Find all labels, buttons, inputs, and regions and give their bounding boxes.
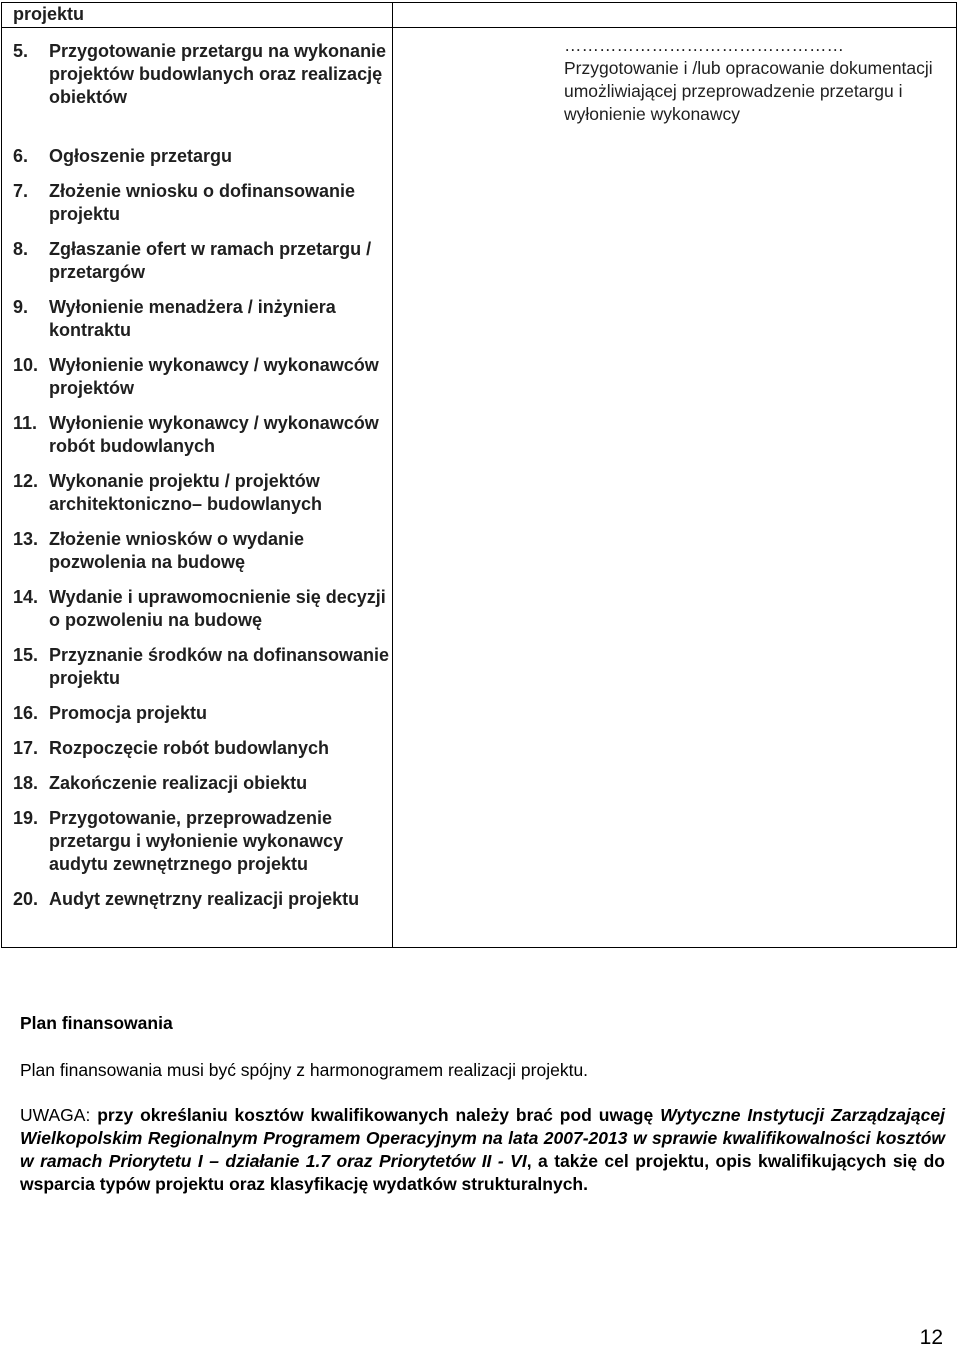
milestone-label: Przygotowanie przetargu na wykonanie projektów budowlanych oraz realizację obiektów (49, 41, 387, 107)
milestone-label: Przygotowanie, przeprowadzenie przetargu i wyłonienie wykonawcy audytu zewnętrznego projektu (49, 808, 344, 874)
milestone-number: 11. (13, 413, 38, 433)
cell-text (393, 3, 956, 27)
milestone-item (2, 412, 392, 458)
milestone-item (2, 772, 392, 795)
milestone-item (2, 238, 392, 284)
milestone-item (2, 888, 392, 911)
milestone-item (2, 644, 392, 690)
milestone-number: 14. (13, 587, 39, 607)
milestone-label: Wydanie i uprawomocnienie się decyzji o pozwoleniu na budowę (49, 587, 386, 630)
dotted-placeholder: ………………………………………… (564, 35, 844, 55)
milestone-number: 8. (13, 239, 29, 259)
description-text: Przygotowanie i /lub opracowanie dokumentacji umożliwiającej przeprowadzenie przetargu i wyłonienie wykonawcy (564, 58, 933, 124)
milestone-label: Wyłonienie menadżera / inżyniera kontraktu (49, 297, 336, 340)
milestone-description (393, 28, 956, 126)
milestone-number: 9. (13, 297, 29, 317)
milestone-item (2, 354, 392, 400)
milestone-number: 10. (13, 355, 39, 375)
milestone-number: 19. (13, 808, 39, 828)
milestone-label: Wykonanie projektu / projektów architektoniczno– budowlanych (49, 471, 323, 514)
milestone-label: Przyznanie środków na dofinansowanie projektu (49, 645, 390, 688)
milestone-number: 5. (13, 41, 29, 61)
milestone-label: Promocja projektu (49, 703, 208, 723)
schedule-table (1, 2, 957, 948)
milestone-label: Złożenie wniosków o wydanie pozwolenia na budowę (49, 529, 305, 572)
paragraph: Plan finansowania musi być spójny z harmonogramem realizacji projektu. (20, 1060, 589, 1080)
milestone-list (2, 28, 392, 911)
milestone-number: 13. (13, 529, 39, 549)
milestone-item (2, 528, 392, 574)
milestone-label: Złożenie wniosku o dofinansowanie projektu (49, 181, 356, 224)
milestone-number: 12. (13, 471, 39, 491)
milestone-number: 20. (13, 889, 39, 909)
milestone-number: 17. (13, 738, 39, 758)
milestone-item (2, 296, 392, 342)
note-text-bold: przy określaniu kosztów kwalifikowanych należy brać pod uwagę (97, 1105, 654, 1125)
milestone-label: Zgłaszanie ofert w ramach przetargu / przetargów (49, 239, 372, 282)
milestone-item (2, 40, 392, 109)
schedule-cell-right (393, 3, 957, 28)
row-label-continued: projektu (13, 4, 85, 24)
schedule-cell-right (393, 28, 957, 948)
table-row (2, 28, 957, 948)
milestone-number: 15. (13, 645, 39, 665)
milestone-item (2, 737, 392, 760)
milestone-item (2, 470, 392, 516)
milestone-item (2, 807, 392, 876)
schedule-cell-left (2, 28, 393, 948)
milestone-label: Audyt zewnętrzny realizacji projektu (49, 889, 360, 909)
table-row (2, 3, 957, 28)
milestone-number: 16. (13, 703, 39, 723)
milestone-label: Wyłonienie wykonawcy / wykonawców projektów (49, 355, 379, 398)
section-title: Plan finansowania (20, 1013, 173, 1033)
note-prefix: UWAGA: (20, 1105, 91, 1125)
milestone-number: 7. (13, 181, 29, 201)
page-number: 12 (919, 1326, 943, 1349)
milestone-label: Rozpoczęcie robót budowlanych (49, 738, 330, 758)
milestone-label: Ogłoszenie przetargu (49, 146, 233, 166)
schedule-cell-left (2, 3, 393, 28)
note-paragraph (20, 1104, 945, 1196)
milestone-label: Zakończenie realizacji obiektu (49, 773, 308, 793)
milestone-item (2, 180, 392, 226)
financing-plan-section (20, 1010, 945, 1196)
note-text-bold: , a także cel projektu, opis kwalifikujących się do wsparcia typów projektu oraz klasyfikację wydatków strukturalnych. (20, 1151, 945, 1194)
milestone-item (2, 145, 392, 168)
milestone-item (2, 586, 392, 632)
milestone-item (2, 702, 392, 725)
milestone-label: Wyłonienie wykonawcy / wykonawców robót budowlanych (49, 413, 379, 456)
milestone-number: 6. (13, 146, 29, 166)
milestone-number: 18. (13, 773, 39, 793)
guidelines-title: Wytyczne Instytucji Zarządzającej Wielkopolskim Regionalnym Programem Operacyjnym na lata 2007-2013 w sprawie kwalifikowalności kosztów w ramach Priorytetu I – działanie 1.7 oraz Priorytetów II - VI (20, 1105, 945, 1171)
